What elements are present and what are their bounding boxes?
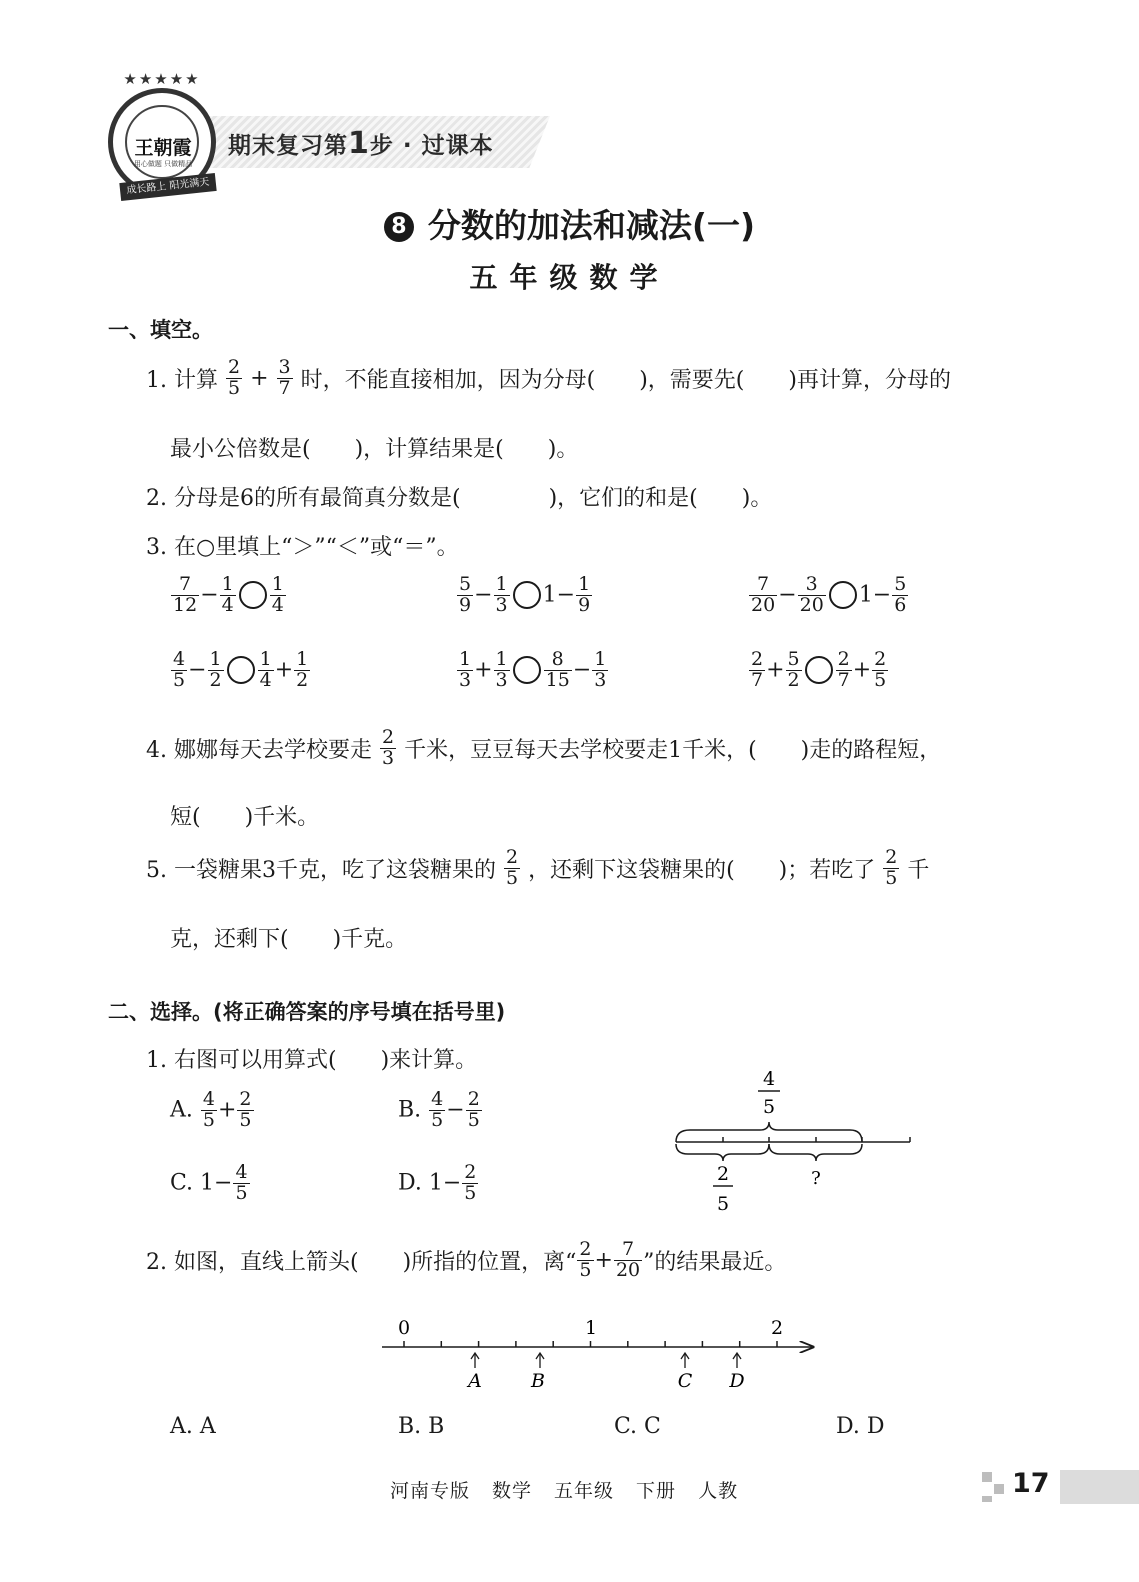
fraction: $\frac{2}{5}$: [579, 1238, 592, 1281]
question-2-1: 1. 右图可以用算式( )来计算。: [146, 1048, 478, 1073]
answer-circle[interactable]: [829, 581, 857, 609]
choice-1C[interactable]: C. 1− $\frac{4}{5}$: [170, 1161, 248, 1204]
page-title: 8 分数的加法和减法(一): [0, 200, 1139, 247]
answer-circle[interactable]: [805, 656, 833, 684]
choice-1D[interactable]: D. 1− $\frac{2}{5}$: [398, 1161, 477, 1204]
number-line: [370, 1310, 830, 1400]
logo-name: 王朝霞: [134, 137, 192, 159]
bottom-right-brace: [769, 1144, 862, 1161]
arrow-D: [728, 1353, 744, 1392]
answer-circle[interactable]: [513, 581, 541, 609]
diagram-top-numerator: 4: [762, 1068, 776, 1090]
logo-inner-ring: [125, 105, 199, 179]
svg-text:A: A: [468, 1370, 482, 1392]
compare-expr-4: $\frac{4}{5}$ − $\frac{1}{2}$ $\frac{1}{4}$ + $\frac{1}{2}$: [173, 648, 309, 691]
tick-label-2: 2: [770, 1317, 784, 1339]
section-1-heading: 一、填空。: [108, 318, 213, 342]
question-1-4: 4. 娜娜每天去学校要走 $\frac{2}{3}$ 千米，豆豆每天去学校要走1千米，( )走的路程短，: [146, 726, 942, 769]
compare-expr-5: $\frac{1}{3}$ + $\frac{1}{3}$ $\frac{8}{15}$ − $\frac{1}{3}$: [459, 648, 607, 691]
diagram-bottom-denominator: 5: [716, 1193, 730, 1215]
question-1-4-line2: 短( )千米。: [170, 805, 320, 830]
arrow-B: [530, 1353, 545, 1392]
question-1-1: 1. 计算 $\frac{2}{5}$ + $\frac{3}{7}$ 时，不能直接相加，因为分母( )，需要先( )再计算，分母的: [146, 356, 951, 399]
diagram-top-denominator: 5: [762, 1096, 776, 1118]
section-2-heading: 二、选择。(将正确答案的序号填在括号里): [108, 1000, 506, 1024]
page-subtitle: 五年级数学: [469, 261, 670, 294]
logo-stars: ★★★★★: [123, 70, 201, 88]
choice-2B[interactable]: B. B: [398, 1414, 445, 1439]
arrow-C: [678, 1353, 693, 1392]
tick-label-1: 1: [584, 1317, 598, 1339]
choice-2A[interactable]: A. A: [170, 1414, 216, 1439]
answer-circle[interactable]: [227, 656, 255, 684]
page-number: 17: [1012, 1468, 1050, 1499]
choice-1B[interactable]: B. $\frac{4}{5}$ − $\frac{2}{5}$: [398, 1088, 480, 1131]
question-1-3: 3. 在○里填上“＞”“＜”或“＝”。: [146, 535, 459, 560]
fraction: $\frac{7}{20}$: [615, 1238, 641, 1281]
compare-expr-3: $\frac{7}{20}$ − $\frac{3}{20}$ 1− $\frac{5}{6}$: [751, 573, 907, 616]
banner-text: 期末复习第1步 · 过课本: [228, 126, 494, 161]
bottom-left-brace: [676, 1144, 769, 1161]
logo-ribbon: 成长路上 阳光满天: [119, 173, 216, 201]
fraction: $\frac{2}{5}$: [885, 846, 898, 889]
question-1-2: 2. 分母是6的所有最简真分数是( )，它们的和是( )。: [146, 486, 773, 511]
page-number-box: [1060, 1470, 1139, 1504]
footer-info: 河南专版 数学 五年级 下册 人教: [390, 1480, 739, 1502]
fraction: $\frac{3}{7}$: [278, 356, 291, 399]
compare-expr-1: $\frac{7}{12}$ − $\frac{1}{4}$ $\frac{1}{4}$: [173, 573, 284, 616]
compare-expr-2: $\frac{5}{9}$ − $\frac{1}{3}$ 1− $\frac{1}{9}$: [459, 573, 591, 616]
tick-label-0: 0: [397, 1317, 411, 1339]
svg-text:C: C: [677, 1370, 693, 1392]
segment-diagram: [660, 1060, 930, 1220]
fraction: $\frac{2}{3}$: [381, 726, 395, 769]
answer-circle[interactable]: [239, 581, 267, 609]
title-number-badge: 8: [384, 212, 414, 242]
fraction: $\frac{2}{5}$: [505, 846, 519, 889]
compare-expr-6: $\frac{2}{7}$ + $\frac{5}{2}$ $\frac{2}{7}$ + $\frac{2}{5}$: [751, 648, 887, 691]
logo-sub: 用心做题 只做精品: [133, 160, 193, 168]
svg-text:B: B: [531, 1370, 545, 1392]
question-1-5: 5. 一袋糖果3千克，吃了这袋糖果的 $\frac{2}{5}$ ，还剩下这袋糖果的( )；若吃了 $\frac{2}{5}$ 千: [146, 846, 930, 889]
question-2-2: 2. 如图，直线上箭头( )所指的位置，离“ $\frac{2}{5}$ + $\frac{7}{20}$ ”的结果最近。: [146, 1238, 787, 1281]
question-1-5-line2: 克，还剩下( )千克。: [170, 927, 408, 952]
svg-text:D: D: [729, 1370, 745, 1392]
question-1-1-line2: 最小公倍数是( )，计算结果是( )。: [170, 437, 579, 462]
choice-2C[interactable]: C. C: [614, 1414, 661, 1439]
choice-1A[interactable]: A. $\frac{4}{5}$ + $\frac{2}{5}$: [170, 1088, 252, 1131]
answer-circle[interactable]: [513, 656, 541, 684]
diagram-bottom-numerator: 2: [716, 1163, 730, 1185]
arrow-A: [466, 1353, 482, 1392]
choice-2D[interactable]: D. D: [836, 1414, 885, 1439]
diagram-question-mark: ?: [811, 1168, 821, 1189]
fraction: $\frac{2}{5}$: [227, 356, 241, 399]
